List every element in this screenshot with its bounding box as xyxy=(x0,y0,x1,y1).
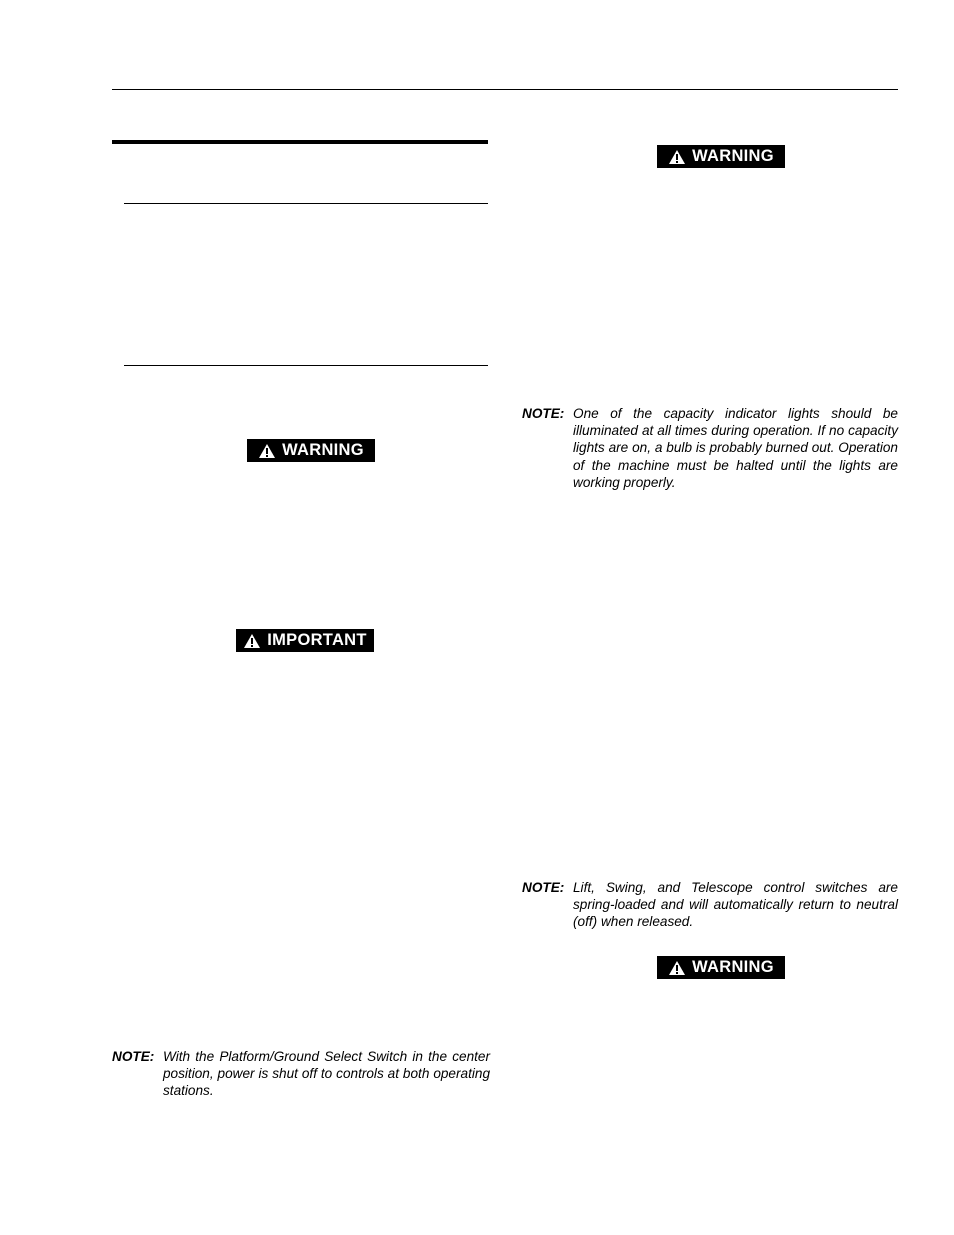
warning-badge xyxy=(247,439,375,462)
header-rule xyxy=(112,89,898,90)
warning-badge-label: WARNING xyxy=(282,441,364,459)
important-badge-label: IMPORTANT xyxy=(267,631,367,649)
warning-triangle-icon xyxy=(258,443,276,459)
note-control-switches xyxy=(522,879,898,935)
note-label: NOTE: xyxy=(112,1049,155,1064)
note-label: NOTE: xyxy=(522,880,565,895)
warning-badge-label: WARNING xyxy=(692,958,774,976)
warning-badge xyxy=(657,145,785,168)
box-bottom-rule xyxy=(124,365,488,366)
note-text: With the Platform/Ground Select Switch in the center position, power is shut off to controls at both operating stations. xyxy=(163,1049,490,1099)
warning-badge-label: WARNING xyxy=(692,147,774,165)
important-badge xyxy=(236,629,374,652)
note-capacity-lights xyxy=(522,405,898,495)
note-text: One of the capacity indicator lights should be illuminated at all times during operation. If no capacity lights are on, a bulb is probably burned out. Operation of the machine must be halted until the lights are working properly. xyxy=(573,406,898,490)
note-select-switch xyxy=(112,1048,490,1104)
box-top-rule xyxy=(124,203,488,204)
warning-triangle-icon xyxy=(668,960,686,976)
warning-triangle-icon xyxy=(243,633,261,649)
warning-badge xyxy=(657,956,785,979)
note-text: Lift, Swing, and Telescope control switches are spring-loaded and will automatically return to neutral (off) when released. xyxy=(573,880,898,930)
warning-triangle-icon xyxy=(668,149,686,165)
note-label: NOTE: xyxy=(522,406,565,421)
section-heading-rule xyxy=(112,140,488,144)
